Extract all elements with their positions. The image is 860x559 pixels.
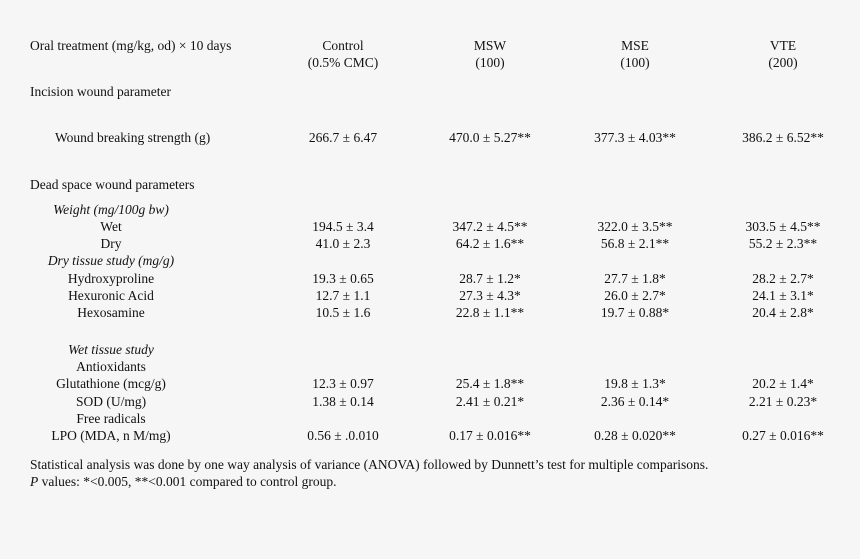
row-label-wound-breaking-strength: Wound breaking strength (g) <box>55 130 211 145</box>
table-cell: 19.8 ± 1.3* <box>604 376 666 391</box>
column-header-msw: MSW <box>473 38 507 53</box>
table-cell: 25.4 ± 1.8** <box>455 376 525 391</box>
column-header-control: Control <box>322 38 364 53</box>
row-label-sod: SOD (U/mg) <box>75 394 147 409</box>
table-cell: 0.27 ± 0.016** <box>742 428 824 443</box>
treatment-header: Oral treatment (mg/kg, od) × 10 days <box>30 38 232 53</box>
footnote-p-label: P <box>30 474 39 489</box>
footnote-p-text: values: *<0.005, **<0.001 compared to control group. <box>38 474 337 489</box>
table-cell: 64.2 ± 1.6** <box>455 236 525 251</box>
table-cell: 377.3 ± 4.03** <box>594 130 676 145</box>
group-label-free-radicals: Free radicals <box>76 411 146 426</box>
table-cell: 10.5 ± 1.6 <box>315 305 371 320</box>
table-cell: 55.2 ± 2.3** <box>748 236 818 251</box>
table-cell: 2.41 ± 0.21* <box>455 394 525 409</box>
table-cell: 0.56 ± .0.010 <box>307 428 379 443</box>
table-cell: 20.4 ± 2.8* <box>752 305 814 320</box>
table-cell: 24.1 ± 3.1* <box>752 288 814 303</box>
row-label-hydroxyproline: Hydroxyproline <box>67 271 155 286</box>
section-title-incision: Incision wound parameter <box>30 84 171 99</box>
subsection-title-weight: Weight (mg/100g bw) <box>53 202 169 217</box>
column-header-mse: MSE <box>621 38 649 53</box>
footnote-statistics: Statistical analysis was done by one way analysis of variance (ANOVA) followed by Dunnett’s test for multiple comparisons. <box>30 457 709 472</box>
column-dose-mse: (100) <box>620 55 650 70</box>
column-header-vte: VTE <box>769 38 797 53</box>
table-cell: 27.3 ± 4.3* <box>459 288 521 303</box>
row-label-hexosamine: Hexosamine <box>77 305 145 320</box>
column-dose-control: (0.5% CMC) <box>307 55 379 70</box>
group-label-antioxidants: Antioxidants <box>76 359 146 374</box>
table-cell: 386.2 ± 6.52** <box>742 130 824 145</box>
row-label-hexuronic-acid: Hexuronic Acid <box>68 288 154 303</box>
table-cell: 303.5 ± 4.5** <box>745 219 821 234</box>
row-label-dry: Dry <box>100 236 122 251</box>
table-cell: 12.3 ± 0.97 <box>312 376 374 391</box>
table-cell: 19.3 ± 0.65 <box>312 271 374 286</box>
subsection-title-dry-tissue: Dry tissue study (mg/g) <box>47 253 175 268</box>
table-cell: 19.7 ± 0.88* <box>600 305 670 320</box>
table-cell: 322.0 ± 3.5** <box>597 219 673 234</box>
table-cell: 2.36 ± 0.14* <box>600 394 670 409</box>
table-cell: 266.7 ± 6.47 <box>308 130 378 145</box>
row-label-lpo: LPO (MDA, n M/mg) <box>51 428 171 443</box>
table-cell: 1.38 ± 0.14 <box>312 394 374 409</box>
subsection-title-wet-tissue: Wet tissue study <box>68 342 154 357</box>
table-cell: 28.2 ± 2.7* <box>752 271 814 286</box>
table-cell: 28.7 ± 1.2* <box>459 271 521 286</box>
footnote-p-values <box>30 474 337 490</box>
table-cell: 470.0 ± 5.27** <box>449 130 531 145</box>
section-title-dead-space: Dead space wound parameters <box>30 177 195 192</box>
column-dose-msw: (100) <box>475 55 505 70</box>
row-label-glutathione: Glutathione (mcg/g) <box>56 376 166 391</box>
table-cell: 20.2 ± 1.4* <box>752 376 814 391</box>
table-cell: 2.21 ± 0.23* <box>748 394 818 409</box>
table-cell: 56.8 ± 2.1** <box>600 236 670 251</box>
table-cell: 347.2 ± 4.5** <box>452 219 528 234</box>
table-cell: 12.7 ± 1.1 <box>315 288 371 303</box>
table-cell: 194.5 ± 3.4 <box>312 219 374 234</box>
table-cell: 22.8 ± 1.1** <box>455 305 525 320</box>
column-dose-vte: (200) <box>768 55 798 70</box>
table-cell: 0.28 ± 0.020** <box>594 428 676 443</box>
table-cell: 27.7 ± 1.8* <box>604 271 666 286</box>
table-cell: 26.0 ± 2.7* <box>604 288 666 303</box>
row-label-wet: Wet <box>100 219 122 234</box>
table-cell: 0.17 ± 0.016** <box>449 428 531 443</box>
table-cell: 41.0 ± 2.3 <box>315 236 371 251</box>
